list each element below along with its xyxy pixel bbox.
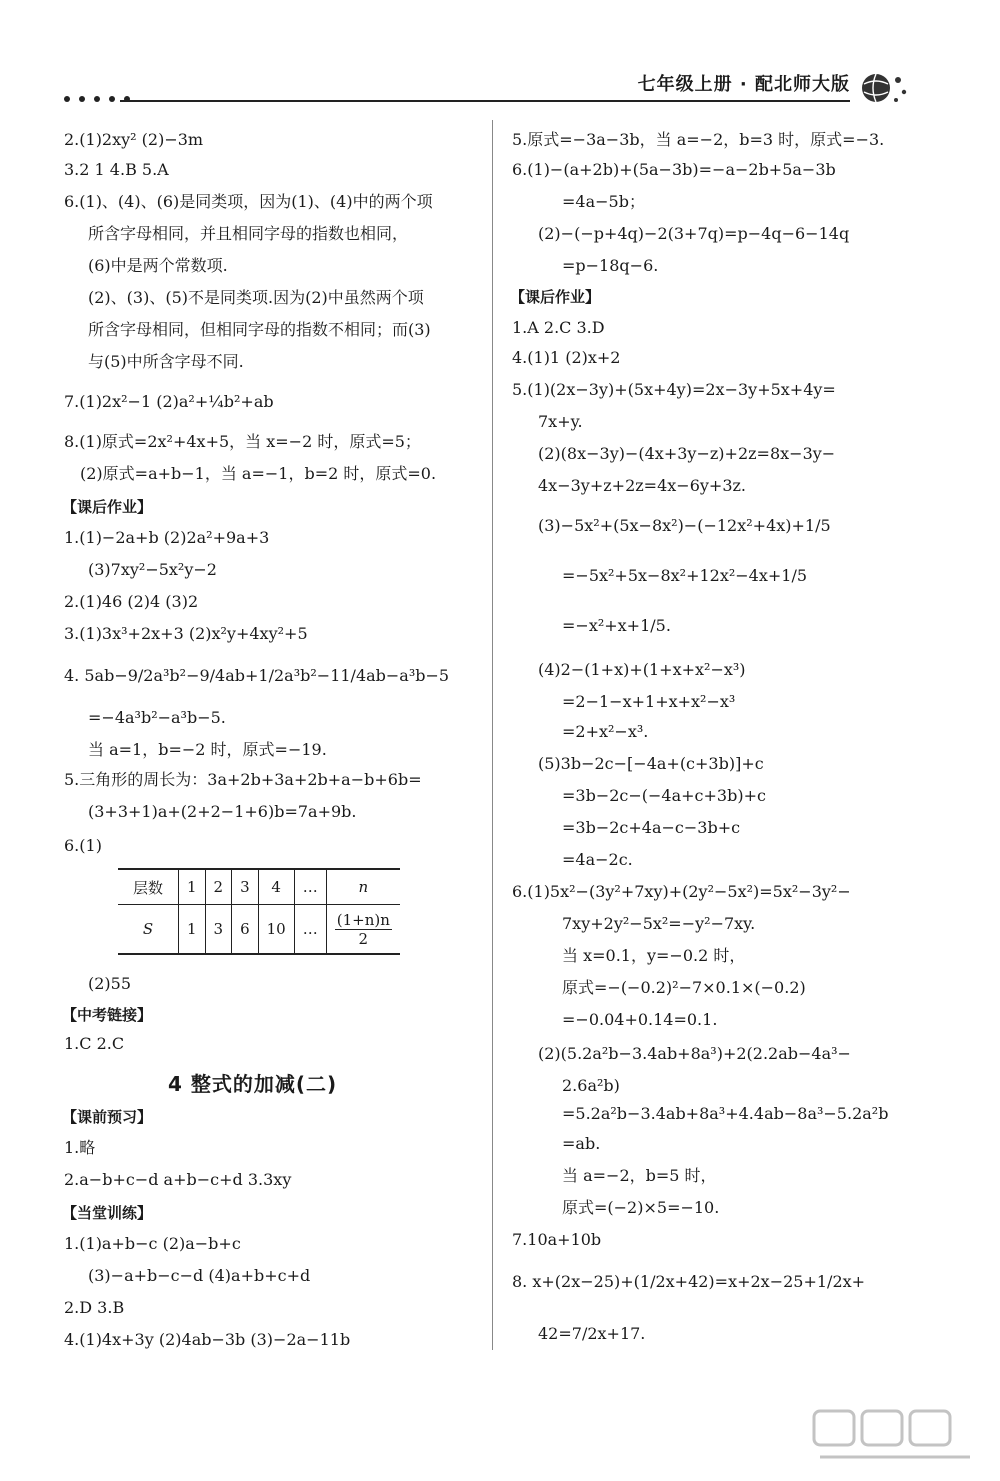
table-cell: 6: [232, 905, 259, 955]
answer-line: =3b−2c+4a−c−3b+c: [562, 818, 741, 837]
answer-line: (2)、(3)、(5)不是同类项.因为(2)中虽然两个项: [88, 288, 424, 307]
answer-line: =ab.: [562, 1134, 601, 1153]
answer-line: 4x−3y+z+2z=4x−6y+3z.: [538, 476, 747, 495]
answer-line: (5)3b−2c−[−4a+(c+3b)]+c: [538, 754, 764, 773]
answer-line: 42=7/2x+17.: [538, 1324, 646, 1343]
layer-sum-table: [118, 868, 400, 955]
section-heading: 【课后作业】: [62, 498, 153, 516]
answer-line: 6.(1): [64, 836, 102, 855]
answer-line: =−5x²+5x−8x²+12x²−4x+1/5: [562, 566, 808, 585]
table-cell: 2: [205, 869, 232, 905]
ball-logo-icon: [858, 68, 910, 108]
answer-line: 4.(1)1 (2)x+2: [512, 348, 621, 367]
answer-line: 7.10a+10b: [512, 1230, 602, 1249]
answer-line: 7.(1)2x²−1 (2)a²+¼b²+ab: [64, 392, 274, 411]
answer-line: =−x²+x+1/5.: [562, 616, 671, 635]
table-cell: 1: [179, 869, 206, 905]
table-cell: …: [294, 905, 326, 955]
answer-line: 2.(1)46 (2)4 (3)2: [64, 592, 199, 611]
answer-line: =−0.04+0.14=0.1.: [562, 1010, 718, 1029]
fraction-denominator: 2: [358, 929, 369, 948]
header-rule: [120, 100, 850, 102]
table-row-label: S: [118, 905, 179, 955]
answer-line: (3)−a+b−c−d (4)a+b+c+d: [88, 1266, 311, 1285]
answer-line: 6.(1)−(a+2b)+(5a−3b)=−a−2b+5a−3b: [512, 160, 836, 179]
section-heading: 【课后作业】: [510, 288, 601, 306]
answer-line: 所含字母相同，并且相同字母的指数也相同，: [88, 224, 409, 243]
watermark-logo-icon: [810, 1405, 980, 1475]
answer-line: 与(5)中所含字母不同.: [88, 352, 244, 371]
answer-line: 原式=−(−0.2)²−7×0.1×(−0.2): [562, 978, 806, 997]
answer-line: =5.2a²b−3.4ab+8a³+4.4ab−8a³−5.2a²b: [562, 1104, 889, 1123]
answer-line: 8. x+(2x−25)+(1/2x+42)=x+2x−25+1/2x+: [512, 1272, 866, 1291]
fraction-numerator: (1+n)n: [336, 910, 390, 929]
answer-line: 4. 5ab−9/2a³b²−9/4ab+1/2a³b²−11/4ab−a³b−5: [64, 666, 450, 685]
answer-line: 2.(1)2xy² (2)−3m: [64, 130, 204, 149]
answer-line: =4a−5b；: [562, 192, 645, 211]
answer-line: 8.(1)原式=2x²+4x+5，当 x=−2 时，原式=5；: [64, 432, 421, 451]
section-heading: 【课前预习】: [62, 1108, 153, 1126]
answer-line: 原式=(−2)×5=−10.: [562, 1198, 720, 1217]
answer-line: 2.a−b+c−d a+b−c+d 3.3xy: [64, 1170, 292, 1189]
table-cell-fraction: [326, 905, 400, 955]
answer-line: 3.(1)3x³+2x+3 (2)x²y+4xy²+5: [64, 624, 308, 643]
table-cell: 10: [258, 905, 294, 955]
answer-line: 4.(1)4x+3y (2)4ab−3b (3)−2a−11b: [64, 1330, 351, 1349]
answer-line: (3)−5x²+(5x−8x²)−(−12x²+4x)+1/5: [538, 516, 831, 535]
table-cell: 3: [232, 869, 259, 905]
answer-line: 2.6a²b): [562, 1076, 620, 1095]
answer-line: =p−18q−6.: [562, 256, 659, 275]
table-cell: …: [294, 869, 326, 905]
answer-line: 1.A 2.C 3.D: [512, 318, 605, 337]
page-title: 七年级上册 · 配北师大版: [637, 74, 850, 95]
answer-line: (3)7xy²−5x²y−2: [88, 560, 217, 579]
table-cell: 3: [205, 905, 232, 955]
answer-line: 1.(1)−2a+b (2)2a²+9a+3: [64, 528, 270, 547]
answer-line: 1.略: [64, 1138, 96, 1157]
answer-line: (2)−(−p+4q)−2(3+7q)=p−4q−6−14q: [538, 224, 850, 243]
answer-line: (3+3+1)a+(2+2−1+6)b=7a+9b.: [88, 802, 357, 821]
answer-line: (2)原式=a+b−1，当 a=−1，b=2 时，原式=0.: [80, 464, 437, 483]
answer-line: 2.D 3.B: [64, 1298, 125, 1317]
table-row: [118, 869, 400, 905]
chapter-title: 4 整式的加减(二): [168, 1072, 338, 1096]
answer-line: (2)(5.2a²b−3.4ab+8a³)+2(2.2ab−4a³−: [538, 1044, 851, 1063]
answer-line: =−4a³b²−a³b−5.: [88, 708, 226, 727]
answer-line: 当 a=−2，b=5 时，: [562, 1166, 717, 1185]
answer-line: 5.原式=−3a−3b，当 a=−2，b=3 时，原式=−3.: [512, 130, 885, 149]
answer-line: 6.(1)5x²−(3y²+7xy)+(2y²−5x²)=5x²−3y²−: [512, 882, 851, 901]
answer-line: 5.三角形的周长为：3a+2b+3a+2b+a−b+6b=: [64, 770, 422, 789]
answer-line: (2)(8x−3y)−(4x+3y−z)+2z=8x−3y−: [538, 444, 836, 463]
answer-line: 所含字母相同，但相同字母的指数不相同；而(3): [88, 320, 431, 339]
fraction: [335, 911, 392, 948]
section-heading: 【中考链接】: [62, 1006, 153, 1024]
answer-line: 1.(1)a+b−c (2)a−b+c: [64, 1234, 241, 1253]
answer-line: =2−1−x+1+x+x²−x³: [562, 692, 736, 711]
table-row-label: 层数: [118, 869, 179, 905]
answer-line: 3.2 1 4.B 5.A: [64, 160, 169, 179]
answer-line: 5.(1)(2x−3y)+(5x+4y)=2x−3y+5x+4y=: [512, 380, 836, 399]
table-cell: 4: [258, 869, 294, 905]
column-divider: [492, 120, 493, 1350]
answer-line: 当 x=0.1，y=−0.2 时，: [562, 946, 746, 965]
answer-line: 7x+y.: [538, 412, 583, 431]
table-row: [118, 905, 400, 955]
answer-line: 1.C 2.C: [64, 1034, 125, 1053]
table-cell: n: [326, 869, 400, 905]
answer-line: 当 a=1，b=−2 时，原式=−19.: [88, 740, 327, 759]
answer-line: =4a−2c.: [562, 850, 633, 869]
answer-line: =2+x²−x³.: [562, 722, 649, 741]
section-heading: 【当堂训练】: [62, 1204, 153, 1222]
table-cell: 1: [179, 905, 206, 955]
answer-line: (2)55: [88, 974, 132, 993]
answer-line: (4)2−(1+x)+(1+x+x²−x³): [538, 660, 746, 679]
answer-line: 6.(1)、(4)、(6)是同类项，因为(1)、(4)中的两个项: [64, 192, 433, 211]
answer-line: =3b−2c−(−4a+c+3b)+c: [562, 786, 766, 805]
answer-line: (6)中是两个常数项.: [88, 256, 228, 275]
answer-line: 7xy+2y²−5x²=−y²−7xy.: [562, 914, 756, 933]
